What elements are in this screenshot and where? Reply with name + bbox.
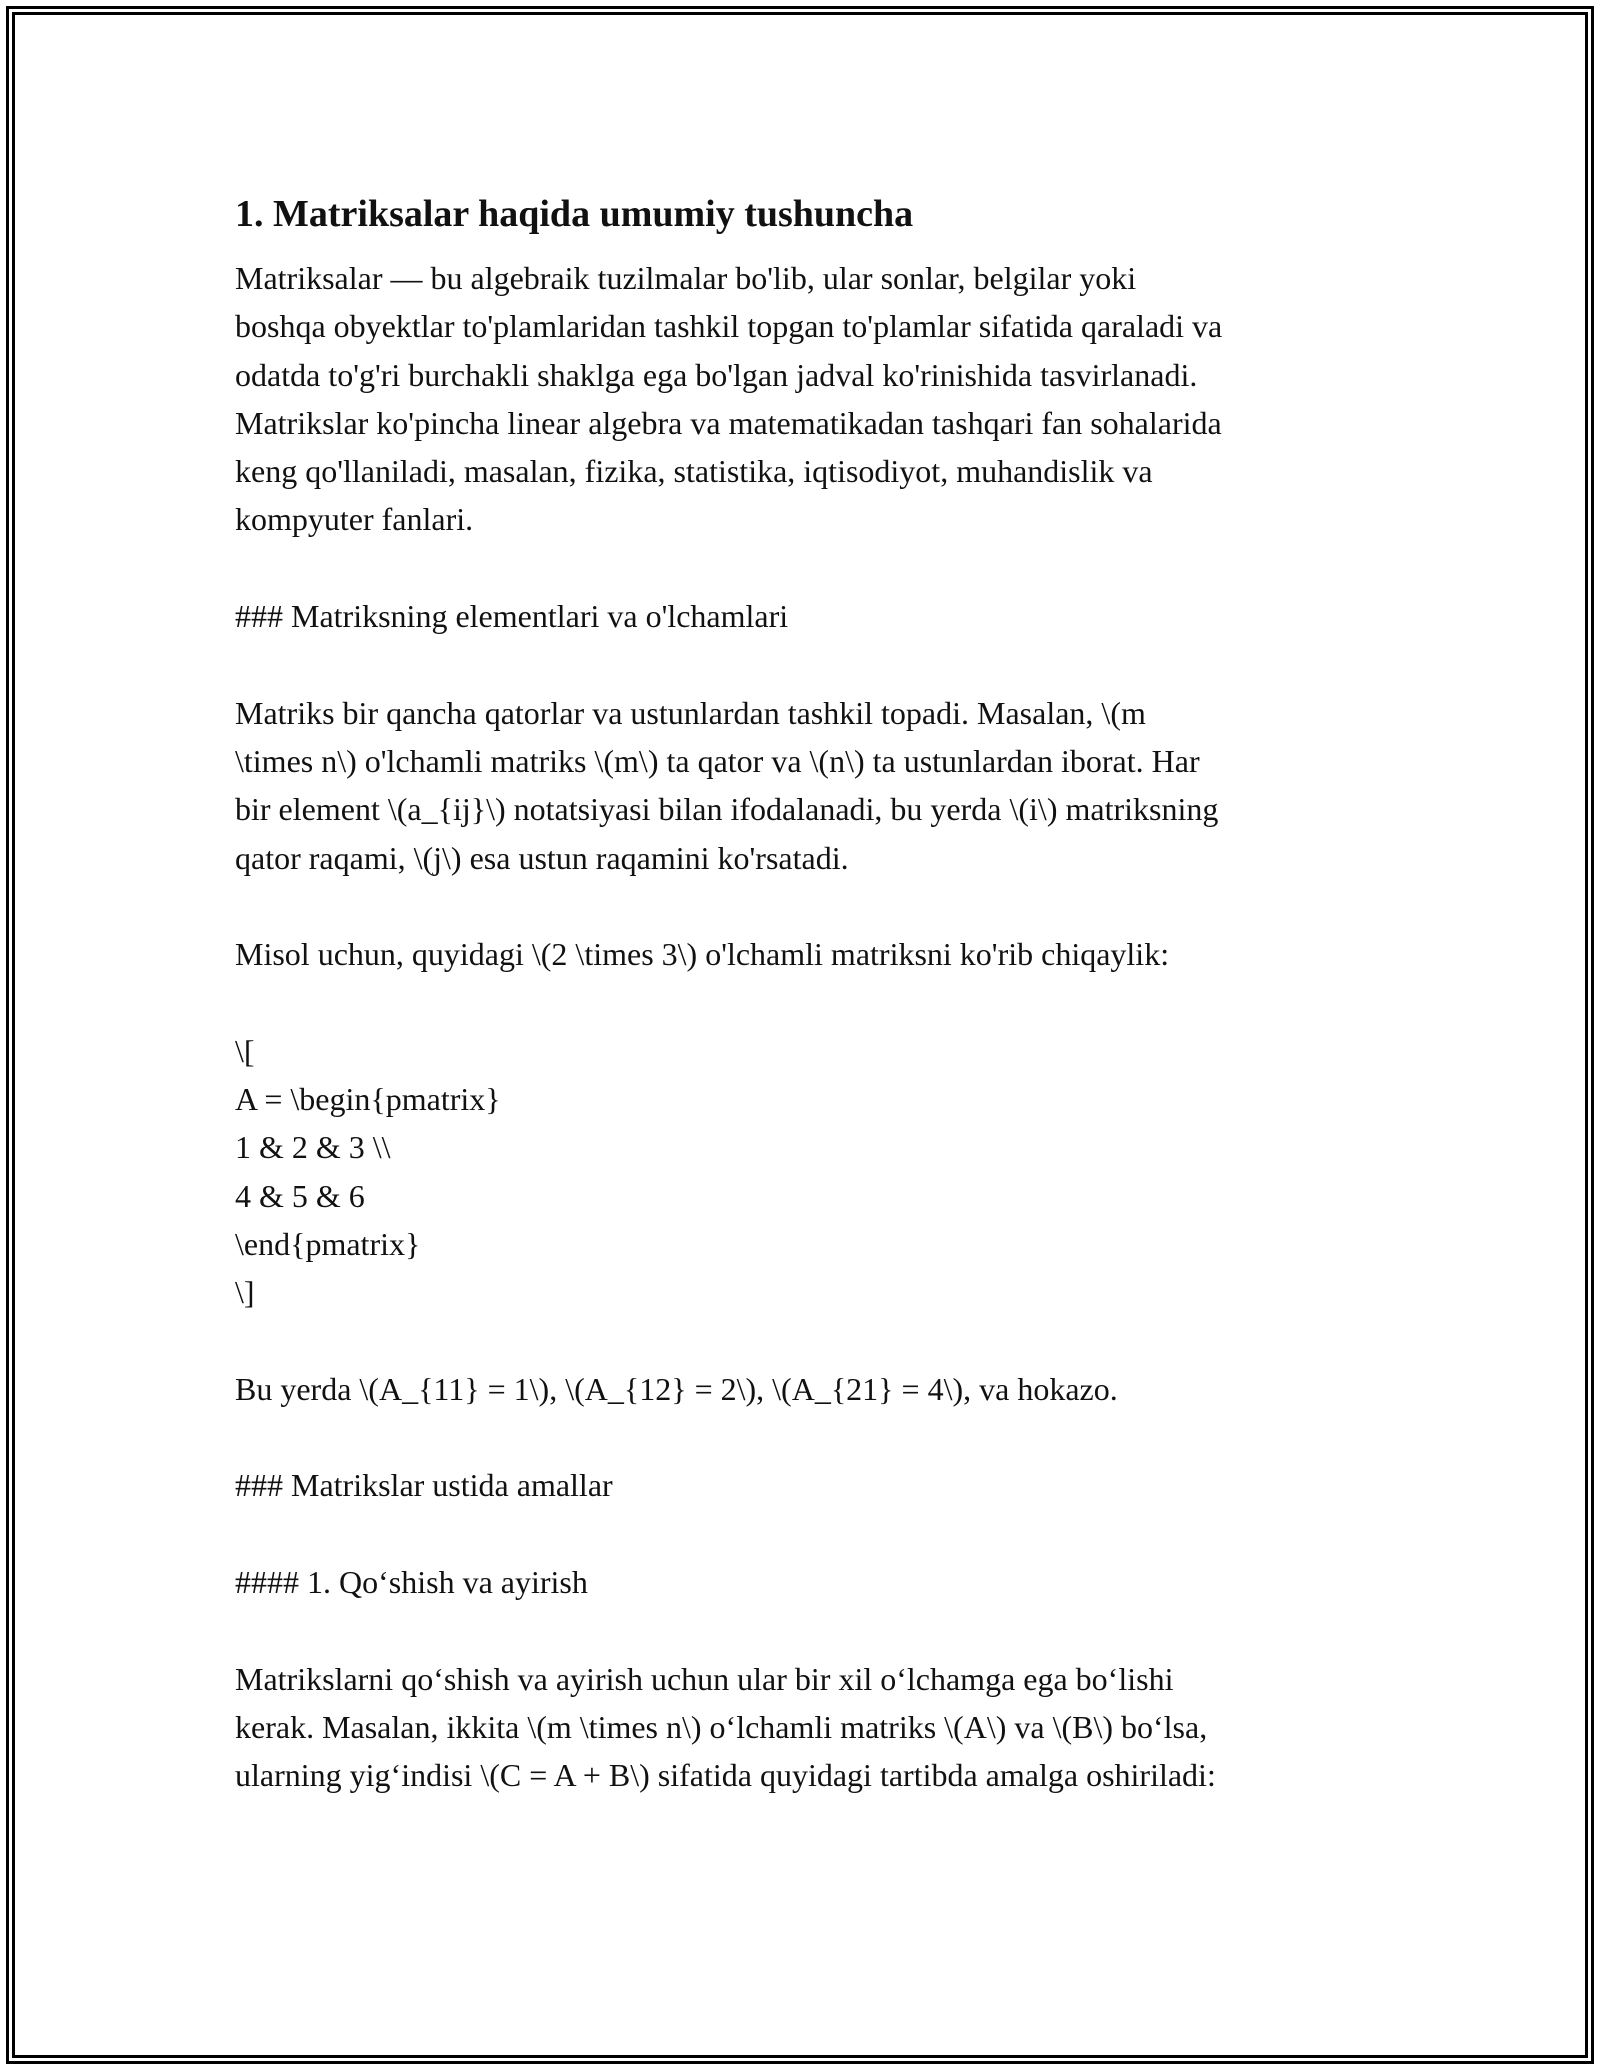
- elements-paragraph: [235, 689, 1375, 882]
- blank-line: [235, 1317, 1375, 1365]
- blank-line: [235, 1510, 1375, 1558]
- heading-text: ### Matrikslar ustida amallar: [235, 1467, 613, 1504]
- subsection-heading-addition: [235, 1558, 1375, 1606]
- latex-line: \end{pmatrix}: [235, 1225, 421, 1262]
- text-line: kompyuter fanlari.: [235, 501, 474, 538]
- heading-text: ### Matriksning elementlari va o'lchamlari: [235, 598, 789, 635]
- document-body: [235, 186, 1375, 1800]
- text-line: Matriks bir qancha qatorlar va ustunlardan tashkil topadi. Masalan, \(m: [235, 694, 1146, 731]
- heading-text: #### 1. Qo‘shish va ayirish: [235, 1564, 588, 1601]
- latex-line: A = \begin{pmatrix}: [235, 1081, 501, 1118]
- text-line: keng qo'llaniladi, masalan, fizika, statistika, iqtisodiyot, muhandislik va: [235, 453, 1153, 490]
- text-line: bir element \(a_{ij}\) notatsiyasi bilan ifodalanadi, bu yerda \(i\) matriksning: [235, 791, 1219, 828]
- text-line: Matrikslar ko'pincha linear algebra va matematikadan tashqari fan sohalarida: [235, 404, 1222, 441]
- text-line: Matriksalar — bu algebraik tuzilmalar bo'lib, ular sonlar, belgilar yoki: [235, 260, 1137, 296]
- blank-line: [235, 544, 1375, 592]
- intro-paragraph: [235, 254, 1375, 544]
- latex-line: \[: [235, 1032, 255, 1069]
- text-line: Bu yerda \(A_{11} = 1\), \(A_{12} = 2\), \(A_{21} = 4\), va hokazo.: [235, 1370, 1118, 1407]
- latex-line: \]: [235, 1274, 255, 1311]
- document-title: 1. Matriksalar haqida umumiy tushuncha: [235, 193, 914, 235]
- text-line: Matrikslarni qo‘shish va ayirish uchun ular bir xil o‘lchamga ega bo‘lishi: [235, 1660, 1174, 1697]
- example-intro-paragraph: [235, 930, 1375, 978]
- latex-line: 4 & 5 & 6: [235, 1177, 365, 1214]
- blank-line: [235, 978, 1375, 1026]
- text-line: \times n\) o'lchamli matriks \(m\) ta qator va \(n\) ta ustunlardan iborat. Har: [235, 742, 1200, 779]
- text-line: boshqa obyektlar to'plamlaridan tashkil topgan to'plamlar sifatida qaraladi va: [235, 308, 1223, 345]
- blank-line: [235, 640, 1375, 688]
- section-heading-operations: [235, 1461, 1375, 1509]
- text-line: ularning yig‘indisi \(C = A + B\) sifatida quyidagi tartibda amalga oshiriladi:: [235, 1757, 1216, 1794]
- example-note-paragraph: [235, 1365, 1375, 1413]
- matrix-latex-block: [235, 1027, 1375, 1317]
- blank-line: [235, 1413, 1375, 1461]
- text-line: qator raqami, \(j\) esa ustun raqamini ko'rsatadi.: [235, 839, 849, 876]
- section-heading-elements: [235, 592, 1375, 640]
- blank-line: [235, 882, 1375, 930]
- text-line: odatda to'g'ri burchakli shaklga ega bo'lgan jadval ko'rinishida tasvirlanadi.: [235, 356, 1198, 393]
- latex-line: 1 & 2 & 3 \\: [235, 1129, 391, 1166]
- addition-paragraph: [235, 1655, 1375, 1800]
- text-line: kerak. Masalan, ikkita \(m \times n\) o‘lchamli matriks \(A\) va \(B\) bo‘lsa,: [235, 1708, 1208, 1745]
- blank-line: [235, 1606, 1375, 1654]
- text-line: Misol uchun, quyidagi \(2 \times 3\) o'lchamli matriksni ko'rib chiqaylik:: [235, 936, 1170, 973]
